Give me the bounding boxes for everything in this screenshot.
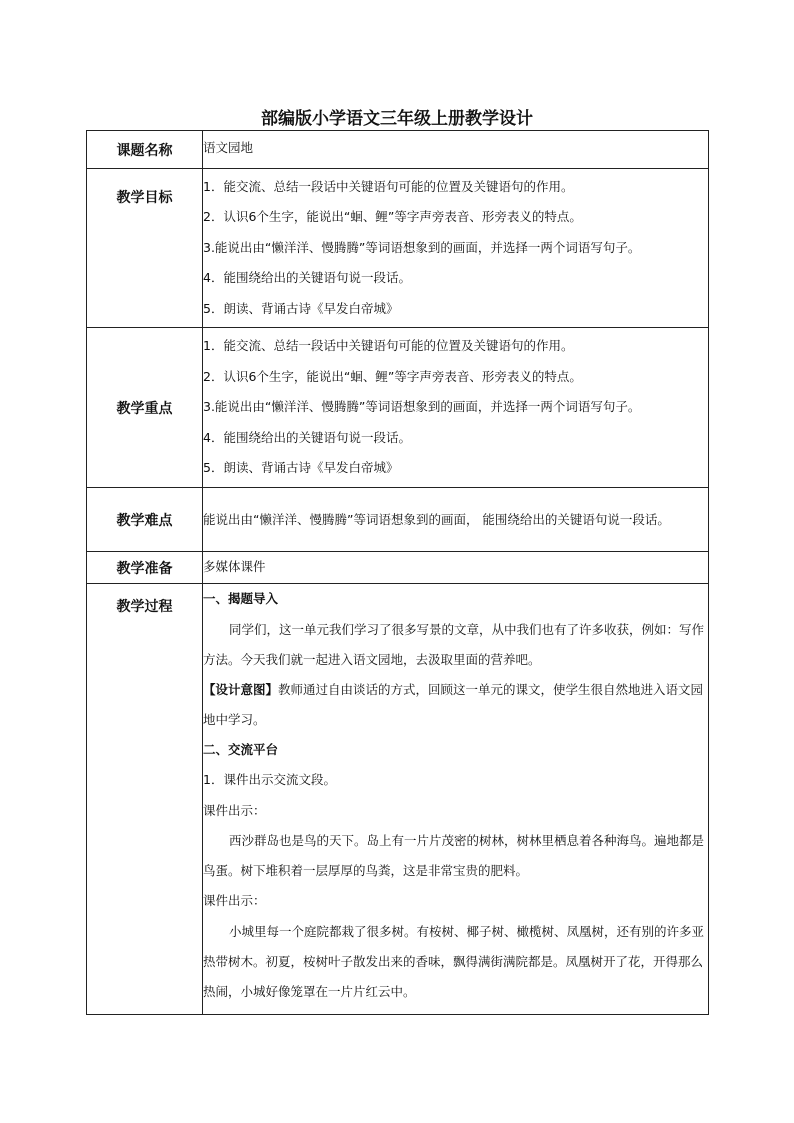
- goal-item-2: 2．认识6个生字，能说出“蛔、鲤”等字声旁表音、形旁表义的特点。: [203, 209, 582, 225]
- key-point-item-4: 4．能围绕给出的关键语句说一段话。: [203, 429, 411, 445]
- table-row-difficulties: [87, 488, 709, 552]
- key-point-item-5: 5．朗读、背诵古诗《早发白帝城》: [203, 460, 399, 476]
- design-intent-text: 教师通过自由谈话的方式，回顾这一单元的课文，使学生很自然地进入语文园地中学习。: [203, 681, 704, 727]
- difficulties-label: 教学难点: [87, 488, 203, 552]
- key-point-item-1: 1．能交流、总结一段话中关键语句可能的位置及关键语句的作用。: [203, 338, 574, 354]
- key-point-item-3: 3.能说出由“懒洋洋、慢腾腾”等词语想象到的画面，并选择一两个词语写句子。: [203, 399, 641, 415]
- step-1-text: 1．课件出示交流文段。: [203, 772, 336, 787]
- difficulties-text: 能说出由“懒洋洋、慢腾腾”等词语想象到的画面， 能围绕给出的关键语句说一段话。: [203, 511, 670, 527]
- goals-content: [203, 169, 709, 328]
- goals-label: 教学目标: [87, 169, 203, 328]
- section-heading-exchange: 二、交流平台: [203, 741, 279, 757]
- preparation-label: 教学准备: [87, 552, 203, 584]
- goal-item-5: 5．朗读、背诵古诗《早发白帝城》: [203, 300, 399, 316]
- topic-text: 语文园地: [203, 140, 254, 156]
- courseware-label-2: 课件出示：: [203, 893, 266, 908]
- key-points-content: [203, 328, 709, 488]
- passage-xisha: 西沙群岛也是鸟的天下。岛上有一片片茂密的树林，树林里栖息着各种海鸟。遍地都是鸟蛋。树下堆积着一层厚厚的鸟粪，这是非常宝贵的肥料。: [203, 833, 705, 878]
- key-point-item-2: 2．认识6个生字，能说出“蛔、鲤”等字声旁表音、形旁表义的特点。: [203, 368, 582, 384]
- table-row-goals: [87, 169, 709, 328]
- topic-value: [203, 131, 709, 169]
- table-row-key-points: [87, 328, 709, 488]
- design-intent: [203, 675, 708, 735]
- goal-item-3: 3.能说出由“懒洋洋、慢腾腾”等词语想象到的画面，并选择一两个词语写句子。: [203, 239, 641, 255]
- lesson-plan-table: [86, 130, 709, 1015]
- process-content: [203, 584, 709, 1015]
- design-intent-tag: 【设计意图】: [203, 681, 279, 697]
- difficulties-content: [203, 488, 709, 552]
- document-title: 部编版小学语文三年级上册教学设计: [261, 109, 533, 129]
- section-heading-intro: 一、揭题导入: [203, 591, 279, 606]
- process-label: 教学过程: [87, 584, 203, 1015]
- goal-item-1: 1．能交流、总结一段话中关键语句可能的位置及关键语句的作用。: [203, 178, 574, 194]
- passage-small-city: 小城里每一个庭院都栽了很多树。有桉树、椰子树、橄榄树、凤凰树，还有别的许多亚热带树木。初夏，桉树叶子散发出来的香味，飘得满街满院都是。凤凰树开了花，开得那么热闹，小城好像笼罩在一片片红云中。: [203, 923, 705, 999]
- topic-label: 课题名称: [87, 131, 203, 169]
- table-row-topic: [87, 131, 709, 169]
- table-row-process: [87, 584, 709, 1015]
- courseware-label-1: 课件出示：: [203, 802, 266, 818]
- preparation-content: [203, 552, 709, 584]
- goal-item-4: 4．能围绕给出的关键语句说一段话。: [203, 270, 411, 286]
- preparation-text: 多媒体课件: [203, 559, 266, 575]
- intro-paragraph: 同学们，这一单元我们学习了很多写景的文章，从中我们也有了许多收获，例如：写作方法。今天我们就一起进入语文园地，去汲取里面的营养吧。: [203, 621, 705, 667]
- table-row-preparation: [87, 552, 709, 584]
- key-points-label: 教学重点: [87, 328, 203, 488]
